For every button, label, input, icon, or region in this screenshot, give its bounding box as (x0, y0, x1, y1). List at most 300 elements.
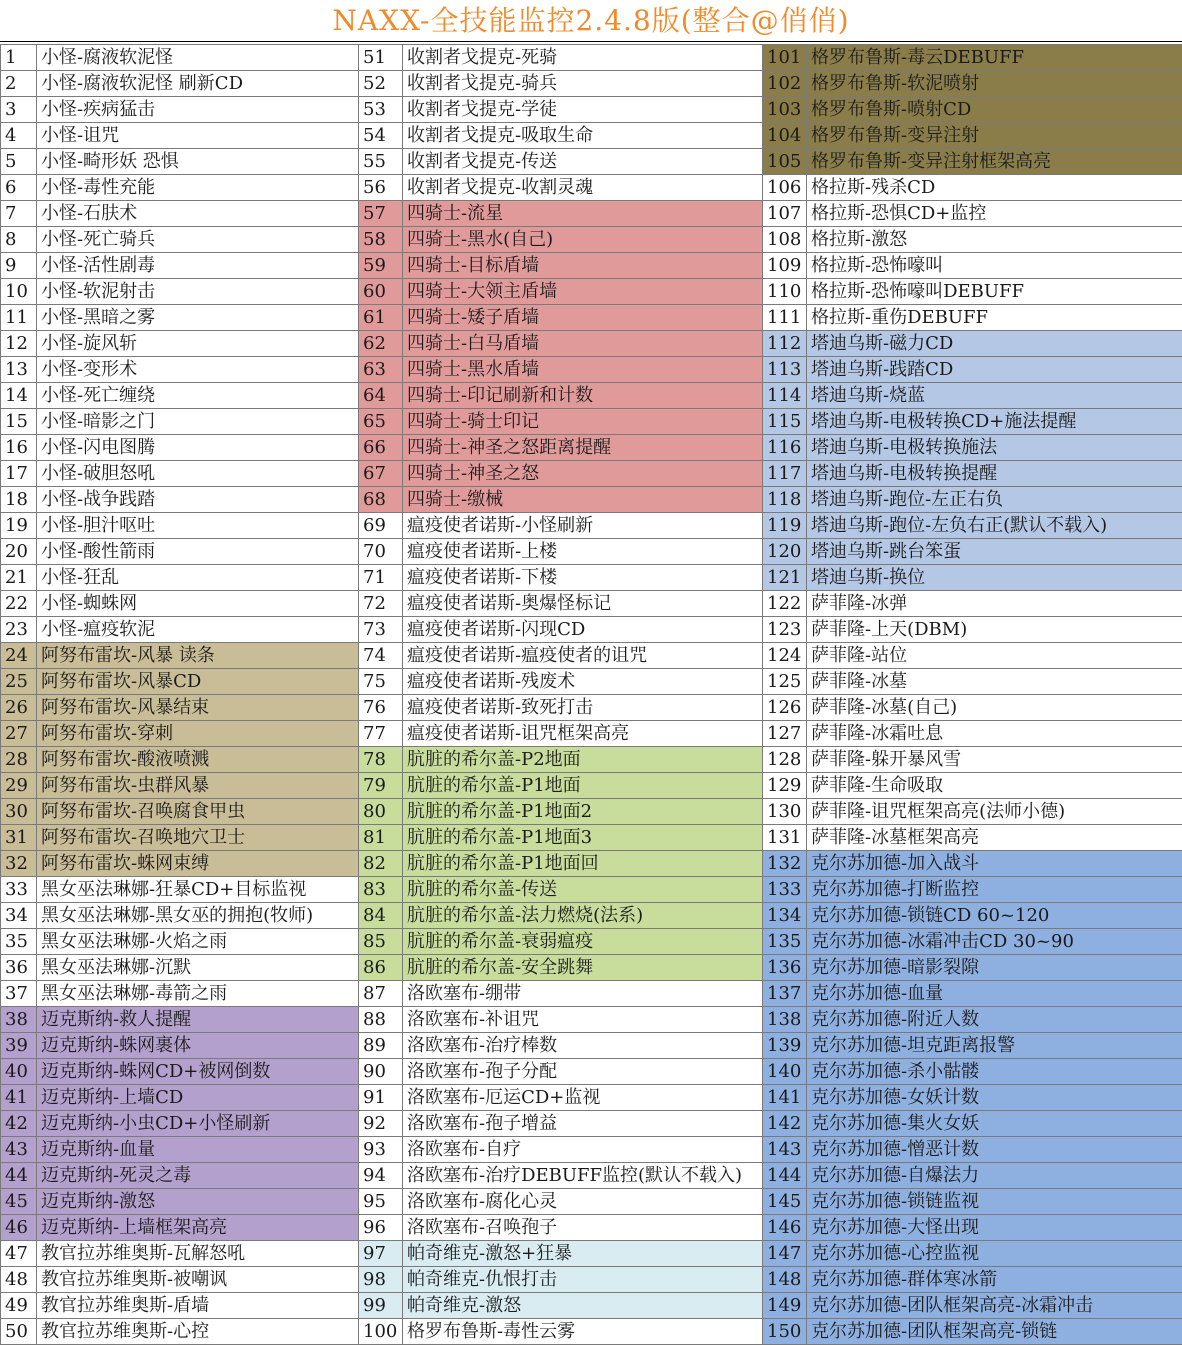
row-number: 70 (359, 539, 403, 565)
table-row (1, 1111, 1182, 1137)
skill-name: 塔迪乌斯-电极转换提醒 (807, 461, 1182, 487)
skill-name: 小怪-蜘蛛网 (37, 591, 359, 617)
row-number: 108 (763, 227, 807, 253)
row-number: 80 (359, 799, 403, 825)
skill-name: 塔迪乌斯-电极转换CD+施法提醒 (807, 409, 1182, 435)
row-number: 117 (763, 461, 807, 487)
skill-name: 塔迪乌斯-跑位-左负右正(默认不载入) (807, 513, 1182, 539)
row-number: 1 (1, 45, 37, 71)
skill-name: 克尔苏加德-心控监视 (807, 1241, 1182, 1267)
row-number: 122 (763, 591, 807, 617)
table-row (1, 825, 1182, 851)
skill-name: 迈克斯纳-蛛网裹体 (37, 1033, 359, 1059)
skill-name: 格拉斯-残杀CD (807, 175, 1182, 201)
skill-name: 洛欧塞布-孢子增益 (403, 1111, 763, 1137)
row-number: 6 (1, 175, 37, 201)
skill-name: 小怪-腐液软泥怪 (37, 45, 359, 71)
skill-name: 格拉斯-激怒 (807, 227, 1182, 253)
skill-name: 阿努布雷坎-召唤腐食甲虫 (37, 799, 359, 825)
skill-name: 克尔苏加德-打断监控 (807, 877, 1182, 903)
row-number: 29 (1, 773, 37, 799)
row-number: 125 (763, 669, 807, 695)
skill-name: 洛欧塞布-召唤孢子 (403, 1215, 763, 1241)
table-row (1, 539, 1182, 565)
skill-name: 收割者戈提克-传送 (403, 149, 763, 175)
row-number: 27 (1, 721, 37, 747)
table-row (1, 903, 1182, 929)
row-number: 110 (763, 279, 807, 305)
row-number: 149 (763, 1293, 807, 1319)
table-row (1, 175, 1182, 201)
skill-name: 瘟疫使者诺斯-上楼 (403, 539, 763, 565)
row-number: 84 (359, 903, 403, 929)
table-row (1, 1033, 1182, 1059)
row-number: 97 (359, 1241, 403, 1267)
table-row (1, 409, 1182, 435)
row-number: 106 (763, 175, 807, 201)
table-row (1, 227, 1182, 253)
table-row (1, 1059, 1182, 1085)
skill-name: 帕奇维克-激怒 (403, 1293, 763, 1319)
row-number: 109 (763, 253, 807, 279)
row-number: 69 (359, 513, 403, 539)
row-number: 44 (1, 1163, 37, 1189)
skill-name: 洛欧塞布-治疗棒数 (403, 1033, 763, 1059)
skill-name: 小怪-暗影之门 (37, 409, 359, 435)
skill-name: 小怪-活性剧毒 (37, 253, 359, 279)
row-number: 9 (1, 253, 37, 279)
row-number: 35 (1, 929, 37, 955)
table-row (1, 617, 1182, 643)
row-number: 20 (1, 539, 37, 565)
skill-name: 小怪-腐液软泥怪 刷新CD (37, 71, 359, 97)
row-number: 41 (1, 1085, 37, 1111)
row-number: 39 (1, 1033, 37, 1059)
row-number: 89 (359, 1033, 403, 1059)
row-number: 121 (763, 565, 807, 591)
skill-name: 萨菲隆-站位 (807, 643, 1182, 669)
table-row (1, 643, 1182, 669)
row-number: 129 (763, 773, 807, 799)
skill-name: 克尔苏加德-杀小骷髅 (807, 1059, 1182, 1085)
row-number: 33 (1, 877, 37, 903)
skill-name: 萨菲隆-诅咒框架高亮(法师小德) (807, 799, 1182, 825)
table-row (1, 71, 1182, 97)
skill-name: 阿努布雷坎-风暴 读条 (37, 643, 359, 669)
row-number: 134 (763, 903, 807, 929)
skill-name: 萨菲隆-生命吸取 (807, 773, 1182, 799)
skill-name: 收割者戈提克-学徒 (403, 97, 763, 123)
row-number: 140 (763, 1059, 807, 1085)
row-number: 93 (359, 1137, 403, 1163)
row-number: 67 (359, 461, 403, 487)
skill-name: 格拉斯-重伤DEBUFF (807, 305, 1182, 331)
row-number: 53 (359, 97, 403, 123)
skill-name: 格罗布鲁斯-软泥喷射 (807, 71, 1182, 97)
skill-name: 萨菲隆-躲开暴风雪 (807, 747, 1182, 773)
skill-name: 四骑士-目标盾墙 (403, 253, 763, 279)
skill-name: 克尔苏加德-加入战斗 (807, 851, 1182, 877)
table-row (1, 45, 1182, 71)
skill-name: 黑女巫法琳娜-沉默 (37, 955, 359, 981)
row-number: 21 (1, 565, 37, 591)
skill-name: 洛欧塞布-腐化心灵 (403, 1189, 763, 1215)
row-number: 15 (1, 409, 37, 435)
row-number: 8 (1, 227, 37, 253)
row-number: 57 (359, 201, 403, 227)
table-row (1, 1007, 1182, 1033)
row-number: 85 (359, 929, 403, 955)
skill-name: 肮脏的希尔盖-P2地面 (403, 747, 763, 773)
skill-name: 黑女巫法琳娜-火焰之雨 (37, 929, 359, 955)
row-number: 18 (1, 487, 37, 513)
row-number: 62 (359, 331, 403, 357)
row-number: 16 (1, 435, 37, 461)
skill-name: 小怪-疾病猛击 (37, 97, 359, 123)
row-number: 107 (763, 201, 807, 227)
row-number: 78 (359, 747, 403, 773)
skill-name: 教官拉苏维奥斯-盾墙 (37, 1293, 359, 1319)
skill-name: 瘟疫使者诺斯-闪现CD (403, 617, 763, 643)
row-number: 147 (763, 1241, 807, 1267)
skill-name: 迈克斯纳-蛛网CD+被网倒数 (37, 1059, 359, 1085)
table-body (1, 45, 1182, 1345)
row-number: 64 (359, 383, 403, 409)
skill-name: 迈克斯纳-上墙框架高亮 (37, 1215, 359, 1241)
row-number: 55 (359, 149, 403, 175)
table-row (1, 123, 1182, 149)
row-number: 68 (359, 487, 403, 513)
row-number: 2 (1, 71, 37, 97)
skill-name: 肮脏的希尔盖-传送 (403, 877, 763, 903)
table-row (1, 1241, 1182, 1267)
row-number: 56 (359, 175, 403, 201)
row-number: 100 (359, 1319, 403, 1345)
row-number: 135 (763, 929, 807, 955)
row-number: 61 (359, 305, 403, 331)
row-number: 28 (1, 747, 37, 773)
skill-name: 肮脏的希尔盖-P1地面回 (403, 851, 763, 877)
row-number: 86 (359, 955, 403, 981)
row-number: 51 (359, 45, 403, 71)
row-number: 74 (359, 643, 403, 669)
skill-name: 克尔苏加德-冰霜冲击CD 30~90 (807, 929, 1182, 955)
skill-name: 黑女巫法琳娜-狂暴CD+目标监视 (37, 877, 359, 903)
row-number: 14 (1, 383, 37, 409)
skill-name: 收割者戈提克-吸取生命 (403, 123, 763, 149)
row-number: 112 (763, 331, 807, 357)
row-number: 22 (1, 591, 37, 617)
row-number: 48 (1, 1267, 37, 1293)
table-row (1, 149, 1182, 175)
skill-name: 格拉斯-恐怖嚎叫 (807, 253, 1182, 279)
skill-name: 克尔苏加德-团队框架高亮-锁链 (807, 1319, 1182, 1345)
row-number: 63 (359, 357, 403, 383)
row-number: 96 (359, 1215, 403, 1241)
skill-name: 四骑士-白马盾墙 (403, 331, 763, 357)
skill-name: 洛欧塞布-厄运CD+监视 (403, 1085, 763, 1111)
skill-name: 小怪-死亡缠绕 (37, 383, 359, 409)
row-number: 23 (1, 617, 37, 643)
skill-name: 塔迪乌斯-磁力CD (807, 331, 1182, 357)
skill-name: 四骑士-神圣之怒 (403, 461, 763, 487)
skill-name: 帕奇维克-仇恨打击 (403, 1267, 763, 1293)
skill-name: 洛欧塞布-绷带 (403, 981, 763, 1007)
skill-name: 格罗布鲁斯-毒云DEBUFF (807, 45, 1182, 71)
table-row (1, 1137, 1182, 1163)
skill-name: 克尔苏加德-锁链监视 (807, 1189, 1182, 1215)
row-number: 36 (1, 955, 37, 981)
row-number: 119 (763, 513, 807, 539)
row-number: 10 (1, 279, 37, 305)
skill-name: 收割者戈提克-收割灵魂 (403, 175, 763, 201)
table-row (1, 513, 1182, 539)
skill-monitor-table (0, 44, 1182, 1345)
row-number: 139 (763, 1033, 807, 1059)
skill-name: 格罗布鲁斯-喷射CD (807, 97, 1182, 123)
skill-name: 肮脏的希尔盖-衰弱瘟疫 (403, 929, 763, 955)
skill-name: 格罗布鲁斯-变异注射 (807, 123, 1182, 149)
skill-name: 四骑士-神圣之怒距离提醒 (403, 435, 763, 461)
row-number: 95 (359, 1189, 403, 1215)
skill-name: 洛欧塞布-自疗 (403, 1137, 763, 1163)
row-number: 128 (763, 747, 807, 773)
table-row (1, 747, 1182, 773)
row-number: 32 (1, 851, 37, 877)
row-number: 81 (359, 825, 403, 851)
skill-name: 小怪-黑暗之雾 (37, 305, 359, 331)
row-number: 99 (359, 1293, 403, 1319)
skill-name: 迈克斯纳-激怒 (37, 1189, 359, 1215)
row-number: 137 (763, 981, 807, 1007)
skill-name: 收割者戈提克-死骑 (403, 45, 763, 71)
table-row (1, 669, 1182, 695)
skill-name: 小怪-破胆怒吼 (37, 461, 359, 487)
row-number: 143 (763, 1137, 807, 1163)
skill-name: 四骑士-缴械 (403, 487, 763, 513)
table-row (1, 1085, 1182, 1111)
table-row (1, 565, 1182, 591)
row-number: 104 (763, 123, 807, 149)
skill-name: 克尔苏加德-附近人数 (807, 1007, 1182, 1033)
row-number: 114 (763, 383, 807, 409)
skill-name: 格拉斯-恐怖嚎叫DEBUFF (807, 279, 1182, 305)
table-row (1, 305, 1182, 331)
skill-name: 塔迪乌斯-电极转换施法 (807, 435, 1182, 461)
skill-name: 四骑士-矮子盾墙 (403, 305, 763, 331)
row-number: 4 (1, 123, 37, 149)
row-number: 127 (763, 721, 807, 747)
skill-name: 塔迪乌斯-跑位-左正右负 (807, 487, 1182, 513)
skill-name: 小怪-石肤术 (37, 201, 359, 227)
skill-name: 阿努布雷坎-风暴结束 (37, 695, 359, 721)
row-number: 50 (1, 1319, 37, 1345)
skill-name: 收割者戈提克-骑兵 (403, 71, 763, 97)
skill-name: 克尔苏加德-暗影裂隙 (807, 955, 1182, 981)
table-row (1, 981, 1182, 1007)
row-number: 25 (1, 669, 37, 695)
skill-name: 萨菲隆-冰霜吐息 (807, 721, 1182, 747)
row-number: 123 (763, 617, 807, 643)
row-number: 103 (763, 97, 807, 123)
skill-name: 塔迪乌斯-践踏CD (807, 357, 1182, 383)
row-number: 26 (1, 695, 37, 721)
row-number: 19 (1, 513, 37, 539)
skill-name: 洛欧塞布-孢子分配 (403, 1059, 763, 1085)
skill-name: 教官拉苏维奥斯-被嘲讽 (37, 1267, 359, 1293)
skill-name: 阿努布雷坎-虫群风暴 (37, 773, 359, 799)
skill-name: 小怪-闪电图腾 (37, 435, 359, 461)
row-number: 46 (1, 1215, 37, 1241)
row-number: 42 (1, 1111, 37, 1137)
table-row (1, 877, 1182, 903)
sheet-title: NAXX-全技能监控2.4.8版(整合@俏俏) (0, 0, 1182, 42)
row-number: 142 (763, 1111, 807, 1137)
row-number: 82 (359, 851, 403, 877)
skill-name: 塔迪乌斯-跳台笨蛋 (807, 539, 1182, 565)
table-row (1, 1293, 1182, 1319)
row-number: 83 (359, 877, 403, 903)
table-row (1, 773, 1182, 799)
skill-name: 克尔苏加德-群体寒冰箭 (807, 1267, 1182, 1293)
skill-name: 黑女巫法琳娜-毒箭之雨 (37, 981, 359, 1007)
table-row (1, 279, 1182, 305)
skill-name: 阿努布雷坎-蛛网束缚 (37, 851, 359, 877)
row-number: 146 (763, 1215, 807, 1241)
skill-name: 格罗布鲁斯-变异注射框架高亮 (807, 149, 1182, 175)
skill-name: 克尔苏加德-坦克距离报警 (807, 1033, 1182, 1059)
skill-name: 萨菲隆-上天(DBM) (807, 617, 1182, 643)
row-number: 120 (763, 539, 807, 565)
row-number: 148 (763, 1267, 807, 1293)
table-row (1, 929, 1182, 955)
skill-name: 阿努布雷坎-穿刺 (37, 721, 359, 747)
row-number: 91 (359, 1085, 403, 1111)
row-number: 118 (763, 487, 807, 513)
skill-name: 克尔苏加德-自爆法力 (807, 1163, 1182, 1189)
skill-name: 格罗布鲁斯-毒性云雾 (403, 1319, 763, 1345)
table-row (1, 1189, 1182, 1215)
skill-name: 克尔苏加德-团队框架高亮-冰霜冲击 (807, 1293, 1182, 1319)
table-row (1, 435, 1182, 461)
row-number: 124 (763, 643, 807, 669)
skill-name: 塔迪乌斯-换位 (807, 565, 1182, 591)
table-row (1, 1215, 1182, 1241)
row-number: 87 (359, 981, 403, 1007)
row-number: 113 (763, 357, 807, 383)
row-number: 60 (359, 279, 403, 305)
row-number: 111 (763, 305, 807, 331)
row-number: 3 (1, 97, 37, 123)
row-number: 31 (1, 825, 37, 851)
skill-name: 教官拉苏维奥斯-瓦解怒吼 (37, 1241, 359, 1267)
row-number: 144 (763, 1163, 807, 1189)
row-number: 54 (359, 123, 403, 149)
skill-name: 克尔苏加德-集火女妖 (807, 1111, 1182, 1137)
skill-name: 四骑士-骑士印记 (403, 409, 763, 435)
row-number: 30 (1, 799, 37, 825)
skill-name: 迈克斯纳-死灵之毒 (37, 1163, 359, 1189)
row-number: 131 (763, 825, 807, 851)
skill-name: 帕奇维克-激怒+狂暴 (403, 1241, 763, 1267)
row-number: 77 (359, 721, 403, 747)
skill-name: 小怪-变形术 (37, 357, 359, 383)
row-number: 38 (1, 1007, 37, 1033)
table-row (1, 383, 1182, 409)
skill-name: 小怪-死亡骑兵 (37, 227, 359, 253)
skill-name: 肮脏的希尔盖-P1地面3 (403, 825, 763, 851)
skill-name: 迈克斯纳-上墙CD (37, 1085, 359, 1111)
skill-name: 迈克斯纳-血量 (37, 1137, 359, 1163)
skill-name: 小怪-酸性箭雨 (37, 539, 359, 565)
row-number: 136 (763, 955, 807, 981)
row-number: 40 (1, 1059, 37, 1085)
row-number: 65 (359, 409, 403, 435)
table-row (1, 357, 1182, 383)
row-number: 150 (763, 1319, 807, 1345)
row-number: 7 (1, 201, 37, 227)
row-number: 75 (359, 669, 403, 695)
skill-name: 洛欧塞布-补诅咒 (403, 1007, 763, 1033)
skill-name: 四骑士-大领主盾墙 (403, 279, 763, 305)
row-number: 52 (359, 71, 403, 97)
skill-name: 小怪-毒性充能 (37, 175, 359, 201)
skill-name: 小怪-瘟疫软泥 (37, 617, 359, 643)
row-number: 45 (1, 1189, 37, 1215)
skill-name: 小怪-软泥射击 (37, 279, 359, 305)
skill-name: 肮脏的希尔盖-P1地面 (403, 773, 763, 799)
skill-name: 塔迪乌斯-烧蓝 (807, 383, 1182, 409)
skill-name: 瘟疫使者诺斯-下楼 (403, 565, 763, 591)
table-row (1, 253, 1182, 279)
table-row (1, 851, 1182, 877)
row-number: 132 (763, 851, 807, 877)
table-row (1, 591, 1182, 617)
table-row (1, 97, 1182, 123)
row-number: 34 (1, 903, 37, 929)
skill-name: 四骑士-流星 (403, 201, 763, 227)
skill-name: 瘟疫使者诺斯-奥爆怪标记 (403, 591, 763, 617)
skill-name: 小怪-旋风斩 (37, 331, 359, 357)
skill-name: 克尔苏加德-血量 (807, 981, 1182, 1007)
skill-name: 小怪-胆汁呕吐 (37, 513, 359, 539)
skill-name: 克尔苏加德-憎恶计数 (807, 1137, 1182, 1163)
skill-name: 萨菲隆-冰墓 (807, 669, 1182, 695)
row-number: 5 (1, 149, 37, 175)
row-number: 141 (763, 1085, 807, 1111)
skill-name: 瘟疫使者诺斯-残废术 (403, 669, 763, 695)
skill-name: 四骑士-黑水(自己) (403, 227, 763, 253)
table-row (1, 487, 1182, 513)
row-number: 88 (359, 1007, 403, 1033)
row-number: 94 (359, 1163, 403, 1189)
skill-name: 克尔苏加德-女妖计数 (807, 1085, 1182, 1111)
row-number: 90 (359, 1059, 403, 1085)
skill-name: 小怪-畸形妖 恐惧 (37, 149, 359, 175)
row-number: 72 (359, 591, 403, 617)
skill-name: 萨菲隆-冰墓(自己) (807, 695, 1182, 721)
table-row (1, 1163, 1182, 1189)
row-number: 76 (359, 695, 403, 721)
skill-name: 迈克斯纳-救人提醒 (37, 1007, 359, 1033)
skill-name: 萨菲隆-冰墓框架高亮 (807, 825, 1182, 851)
skill-name: 阿努布雷坎-风暴CD (37, 669, 359, 695)
row-number: 92 (359, 1111, 403, 1137)
table-row (1, 1267, 1182, 1293)
row-number: 115 (763, 409, 807, 435)
skill-name: 四骑士-印记刷新和计数 (403, 383, 763, 409)
skill-name: 教官拉苏维奥斯-心控 (37, 1319, 359, 1345)
